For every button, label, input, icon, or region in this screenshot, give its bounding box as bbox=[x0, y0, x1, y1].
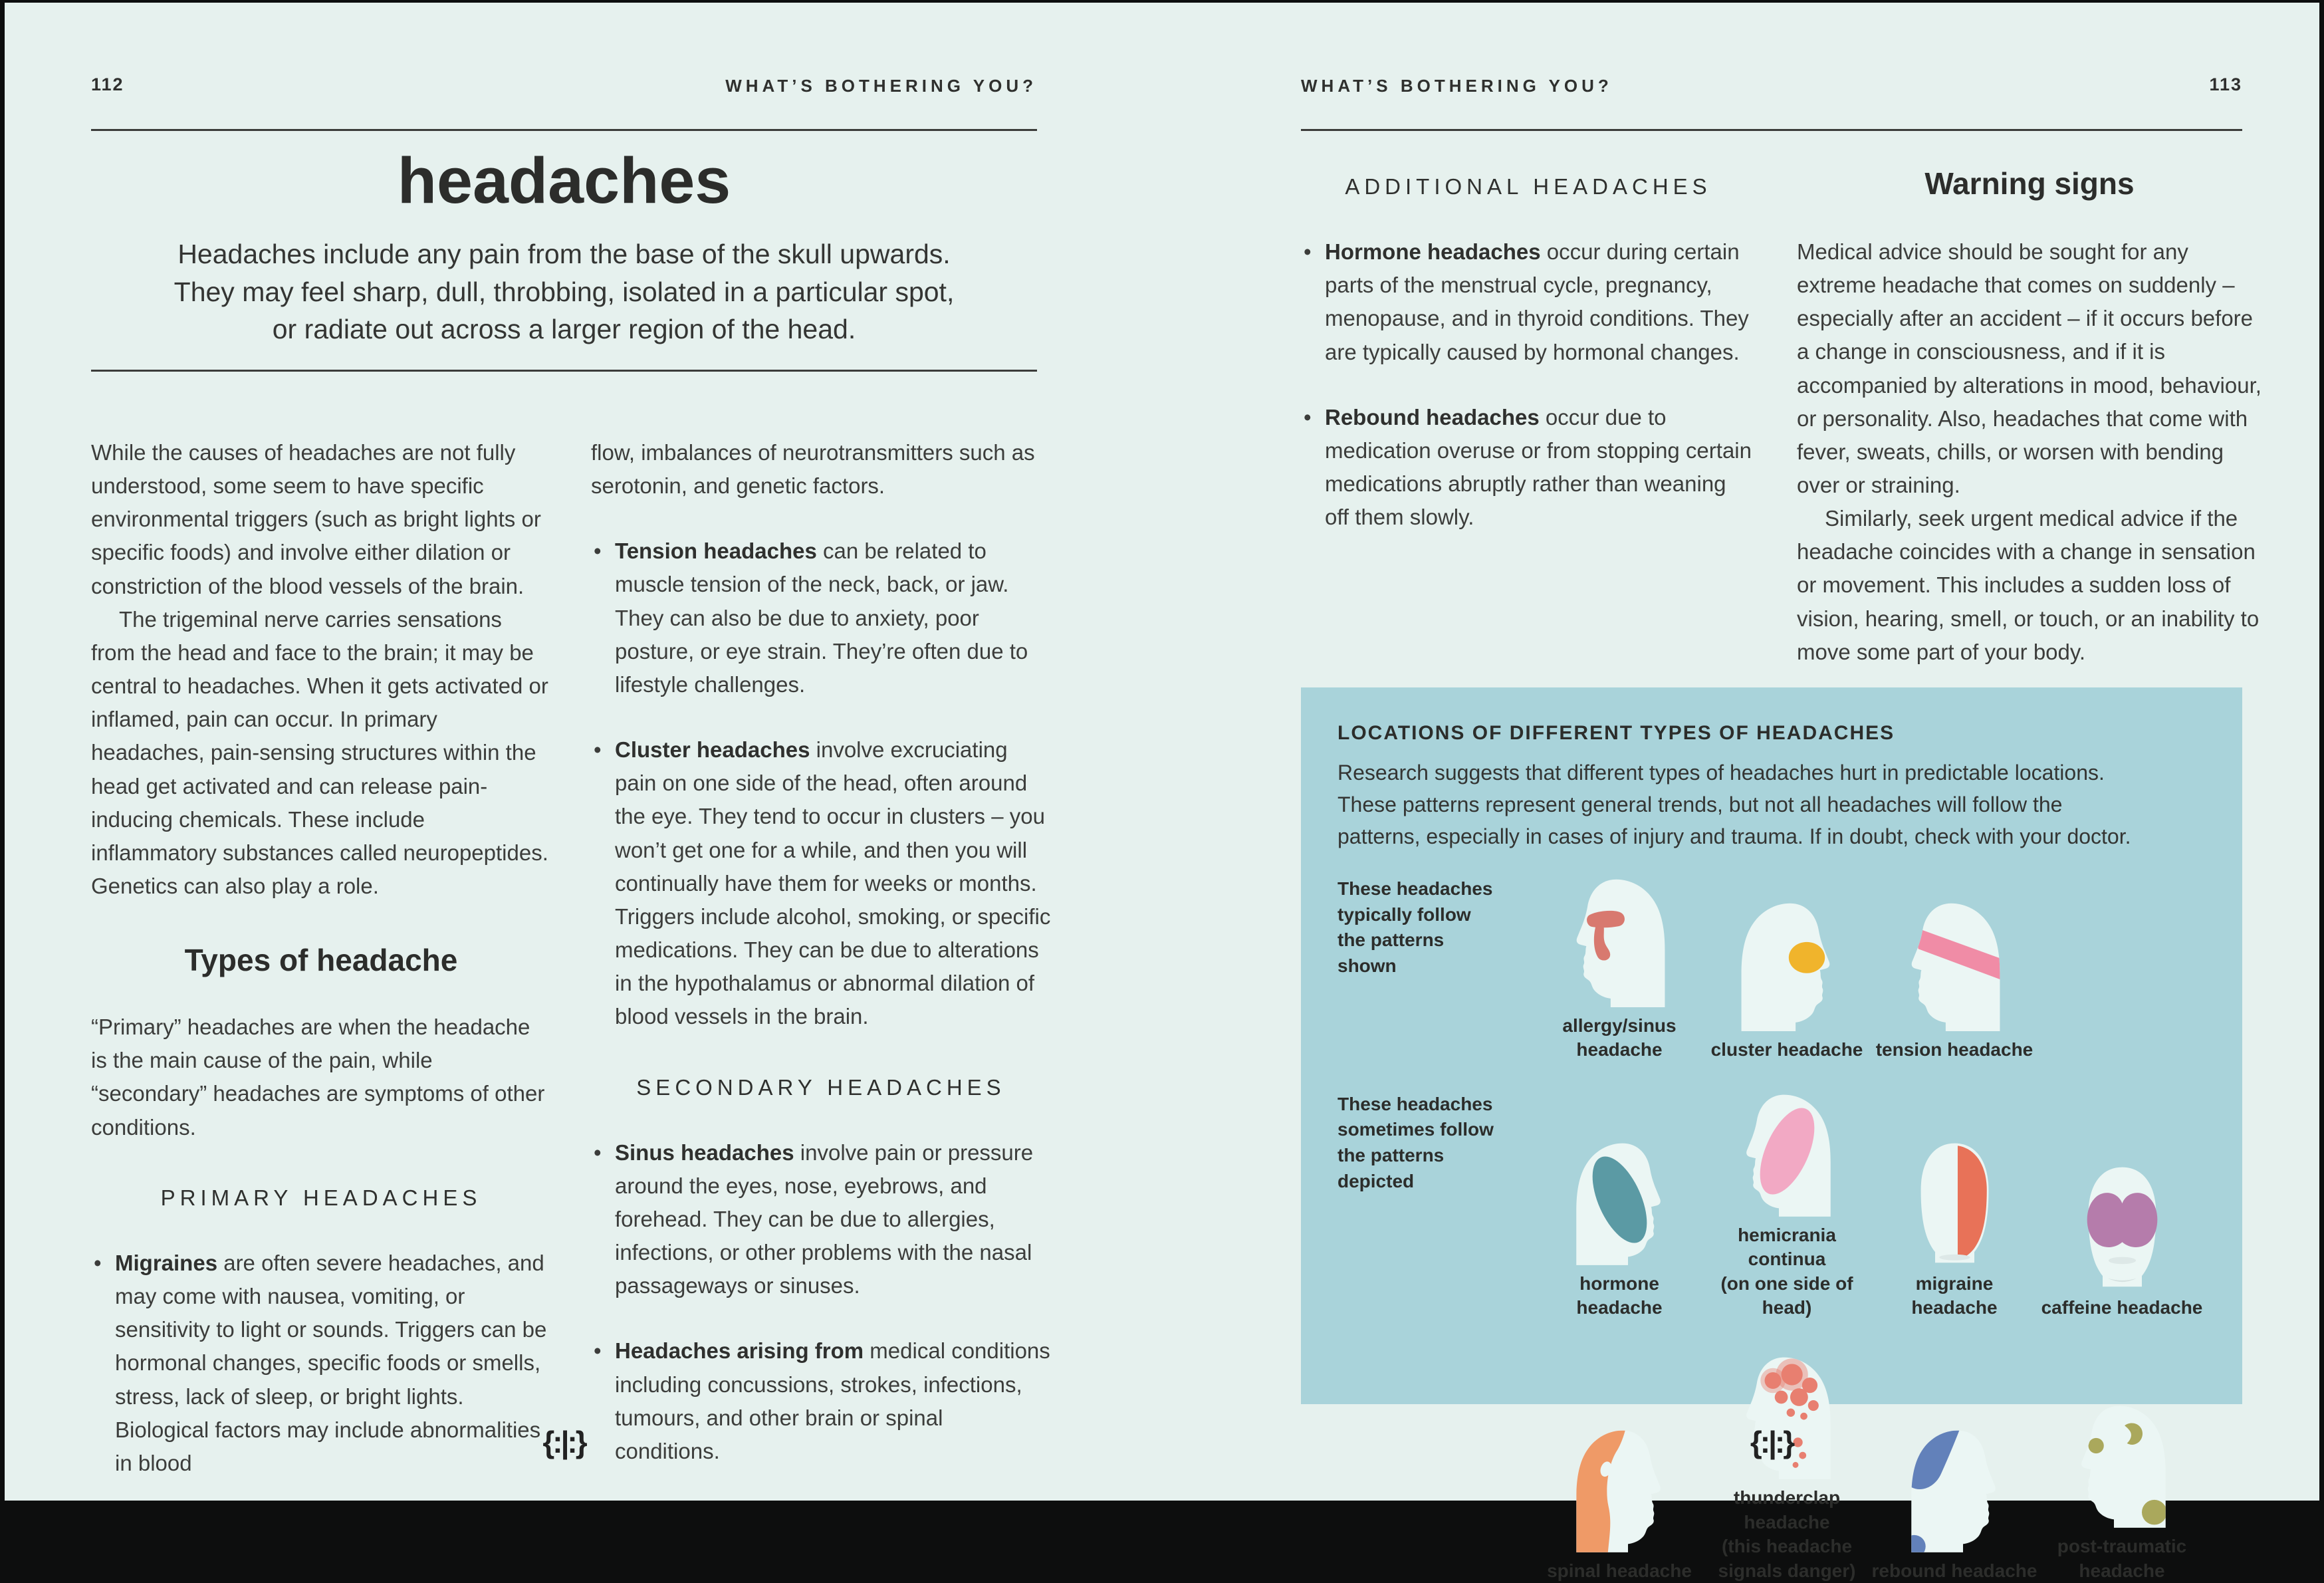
locations-desc-line: patterns, especially in cases of injury and trauma. If in doubt, check with your doctor. bbox=[1337, 824, 2131, 848]
migraine-head-cell bbox=[1871, 1140, 2038, 1320]
bullet-text: involve excruciating pain on one side of the head, often around the eye. They tend to occur in clusters – you won’t get one for a while, and then you will continually have them for weeks or months. Triggers include alcohol, smoking, or specific medications. They can be due to alterations in the hypothalamus or abnormal dilation of blood vessels in the brain. bbox=[615, 737, 1051, 1029]
header-rule-left bbox=[91, 129, 1037, 131]
bullet-lead: Headaches arising from bbox=[615, 1338, 864, 1364]
brain-logo-right: {:|:} bbox=[1750, 1425, 1794, 1459]
intro-line: Headaches include any pain from the base of the skull upwards. bbox=[177, 239, 951, 269]
sinus-bullet bbox=[591, 1136, 1051, 1303]
brain-logo-left: {:|:} bbox=[542, 1425, 586, 1459]
left-column-1 bbox=[91, 436, 551, 1480]
bullet-lead: Hormone headaches bbox=[1325, 239, 1541, 265]
bullet-text: medical conditions including concussions, strokes, infections, tumours, and other brain or spinal conditions. bbox=[615, 1338, 1050, 1463]
row1-label: These headaches typically follow the patterns shown bbox=[1337, 878, 1493, 976]
left-column-2 bbox=[591, 436, 1051, 1468]
hormone-bullet bbox=[1301, 235, 1756, 369]
bullet-glyph: • bbox=[594, 1338, 602, 1364]
page-number-left: 112 bbox=[91, 74, 124, 94]
posttraumatic-head-icon bbox=[2075, 1403, 2170, 1528]
cluster-bullet bbox=[591, 733, 1051, 1033]
primary-secondary-paragraph: “Primary” headaches are when the headache is the main cause of the pain, while “secondary” headaches are symptoms of other conditions. bbox=[91, 1015, 545, 1140]
title-rule bbox=[91, 370, 1037, 372]
head-label: hormone headache bbox=[1576, 1273, 1663, 1318]
headache-row-sometimes bbox=[1337, 1092, 2206, 1320]
locations-desc-line: Research suggests that different types of headaches hurt in predictable locations. bbox=[1337, 761, 2105, 785]
row2-label: These headaches sometimes follow the patterns depicted bbox=[1337, 1093, 1494, 1191]
headache-row-bottom bbox=[1337, 1354, 2206, 1583]
tension-bullet bbox=[591, 535, 1051, 701]
head-sublabel: (on one side of head) bbox=[1720, 1273, 1853, 1318]
head-label: hemicrania continua bbox=[1738, 1224, 1836, 1270]
thunderclap-head-cell bbox=[1707, 1354, 1867, 1583]
caffeine-head-cell bbox=[2041, 1164, 2203, 1320]
hormone-head-cell bbox=[1536, 1140, 1703, 1320]
bullet-text: involve pain or pressure around the eyes, nose, eyebrows, and forehead. They can be due to allergies, infections, or other problems with the nasal passageways or sinuses. bbox=[615, 1140, 1034, 1298]
locations-box bbox=[1301, 687, 2242, 1581]
tension-head-icon bbox=[1905, 900, 2004, 1031]
page-number-right: 113 bbox=[2209, 74, 2242, 94]
headache-row-typical bbox=[1337, 876, 2206, 1062]
thunderclap-head-icon bbox=[1740, 1354, 1835, 1479]
hemicrania-head-icon bbox=[1740, 1092, 1835, 1217]
bullet-glyph: • bbox=[594, 1140, 602, 1165]
bullet-glyph: • bbox=[594, 539, 602, 564]
bullet-text: can be related to muscle tension of the neck, back, or jaw. They can also be due to anxiety, poor posture, or eye strain. They’re often due to lifestyle challenges. bbox=[615, 539, 1028, 697]
bullet-lead: Cluster headaches bbox=[615, 737, 810, 763]
bullet-glyph: • bbox=[1304, 404, 1312, 429]
head-label: caffeine headache bbox=[2041, 1296, 2203, 1318]
tension-head-cell bbox=[1876, 900, 2034, 1062]
hemicrania-head-cell bbox=[1703, 1092, 1871, 1320]
running-head-right: WHAT’S BOTHERING YOU? bbox=[1301, 76, 1613, 96]
continuation-paragraph: flow, imbalances of neurotransmitters such as serotonin, and genetic factors. bbox=[591, 440, 1035, 499]
allergy-sinus-head-icon bbox=[1569, 876, 1669, 1007]
migraine-head-icon bbox=[1907, 1140, 2002, 1265]
bullet-lead: Sinus headaches bbox=[615, 1140, 794, 1165]
bullet-text: occur due to medication overuse or from stopping certain medications abruptly rather than weaning off them slowly. bbox=[1325, 404, 1752, 530]
intro-line: or radiate out across a larger region of the head. bbox=[272, 314, 856, 345]
head-label: cluster headache bbox=[1710, 1039, 1863, 1060]
additional-headaches-heading: ADDITIONAL HEADACHES bbox=[1345, 174, 1712, 199]
bullet-glyph: • bbox=[1304, 239, 1312, 265]
book-spread bbox=[5, 3, 2319, 1581]
bullet-glyph: • bbox=[94, 1250, 102, 1275]
bullet-text: are often severe headaches, and may come with nausea, vomiting, or sensitivity to light or sounds. Triggers can be hormonal changes, specific foods or smells, stress, lack of sleep, or bright lights. Biological factors may include abnormalities in blood bbox=[115, 1250, 547, 1475]
bullet-glyph: • bbox=[594, 737, 602, 763]
causes-paragraph: While the causes of headaches are not fully understood, some seem to have specific environmental triggers (such as bright lights or specific foods) and involve either dilation or constriction of the blood vessels of the brain. bbox=[91, 440, 541, 598]
locations-box-title: LOCATIONS OF DIFFERENT TYPES OF HEADACHES bbox=[1337, 722, 1895, 744]
cluster-head-cell bbox=[1711, 900, 1863, 1062]
warning-paragraph-1: Medical advice should be sought for any extreme headache that comes on suddenly – especially after an accident – if it occurs before a change in consciousness, and if it is accompanied by alterations in mood, behaviour, or personality. Also, headaches that come with fever, sweats, chills, or worsen with bending over or straining. bbox=[1797, 239, 2262, 497]
head-sublabel: (this headache signals danger) bbox=[1718, 1536, 1856, 1581]
hormone-head-icon bbox=[1572, 1140, 1667, 1265]
secondary-headaches-heading: SECONDARY HEADACHES bbox=[636, 1074, 1006, 1100]
additional-headaches-column bbox=[1301, 170, 1756, 534]
intro-line: They may feel sharp, dull, throbbing, isolated in a particular spot, bbox=[174, 276, 955, 307]
head-label: migraine headache bbox=[1911, 1273, 1998, 1318]
cluster-head-icon bbox=[1737, 900, 1837, 1031]
bullet-lead: Migraines bbox=[115, 1250, 218, 1275]
types-of-headache-heading: Types of headache bbox=[184, 943, 458, 978]
head-label: tension headache bbox=[1875, 1039, 2034, 1060]
warning-signs-heading: Warning signs bbox=[1924, 166, 2135, 201]
head-label: allergy/sinus headache bbox=[1562, 1015, 1677, 1060]
bullet-lead: Rebound headaches bbox=[1325, 404, 1540, 429]
head-label: post-traumatic headache bbox=[2057, 1536, 2187, 1581]
intro-paragraph bbox=[118, 235, 1010, 348]
head-label: spinal headache bbox=[1547, 1560, 1692, 1581]
head-label: thunderclap headache bbox=[1733, 1487, 1841, 1532]
header-rule-right bbox=[1301, 129, 2242, 131]
locations-box-description bbox=[1337, 757, 2206, 852]
warning-signs-column bbox=[1797, 161, 2262, 669]
allergy-sinus-head-cell bbox=[1536, 876, 1703, 1062]
primary-headaches-heading: PRIMARY HEADACHES bbox=[160, 1185, 482, 1210]
locations-desc-line: These patterns represent general trends, but not all headaches will follow the bbox=[1337, 792, 2063, 816]
running-head-left: WHAT’S BOTHERING YOU? bbox=[725, 76, 1037, 96]
rebound-bullet bbox=[1301, 401, 1756, 535]
bullet-text: occur during certain parts of the menstrual cycle, pregnancy, menopause, and in thyroid conditions. They are typically caused by hormonal changes. bbox=[1325, 239, 1749, 364]
warning-paragraph-2: Similarly, seek urgent medical advice if the headache coincides with a change in sensation or movement. This includes a sudden loss of vision, hearing, smell, or touch, or an inability to move some part of your body. bbox=[1797, 506, 2260, 664]
head-label: rebound headache bbox=[1871, 1560, 2037, 1581]
page-title: headaches bbox=[397, 144, 731, 217]
bullet-lead: Tension headaches bbox=[615, 539, 817, 564]
trigeminal-paragraph: The trigeminal nerve carries sensations from the head and face to the brain; it may be central to headaches. When it gets activated or inflamed, pain can occur. In primary headaches, pain-sensing structures within the head get activated and can release pain-inducing chemicals. These include inflammatory substances called neuropeptides. Genetics can also play a role. bbox=[91, 606, 548, 899]
caffeine-head-icon bbox=[2075, 1164, 2170, 1289]
